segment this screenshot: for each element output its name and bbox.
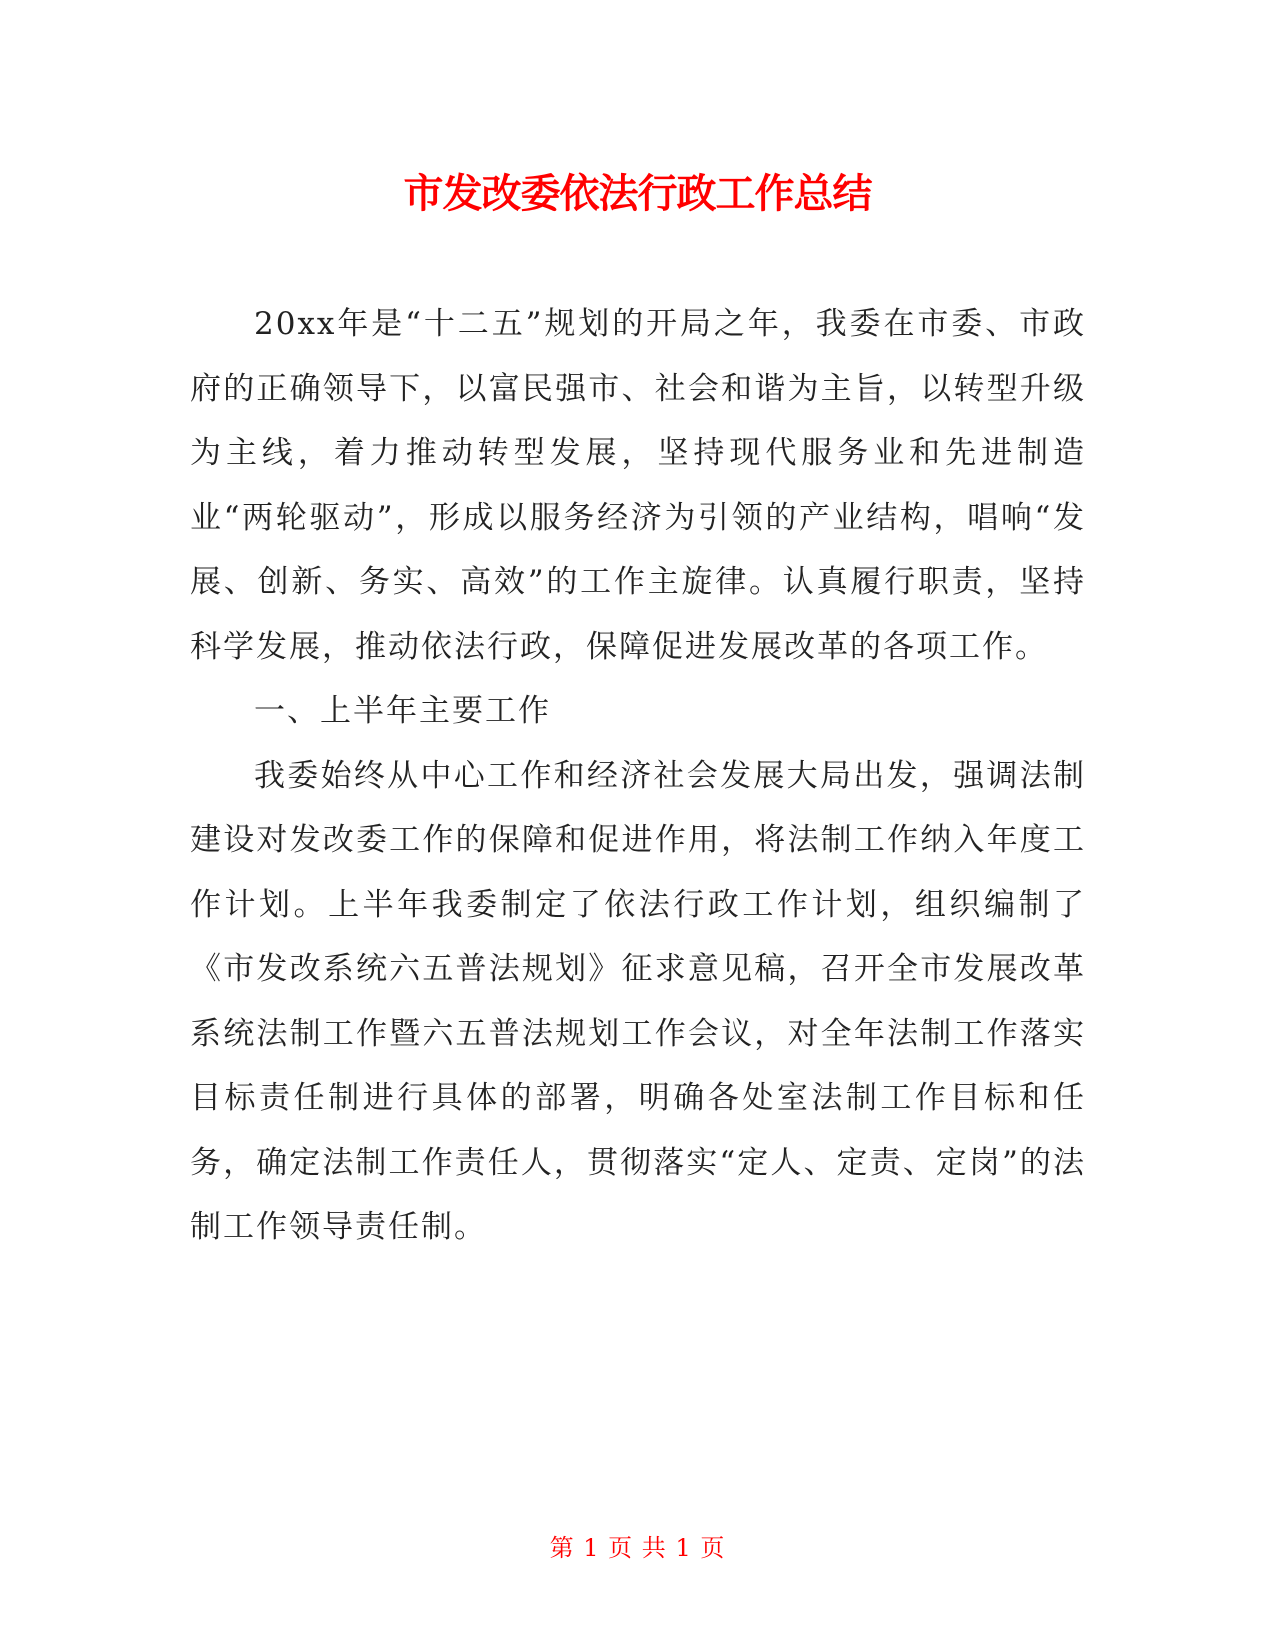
paragraph-intro: 20xx年是“十二五”规划的开局之年，我委在市委、市政府的正确领导下，以富民强市、社会和谐为主旨，以转型升级为主线，着力推动转型发展，坚持现代服务业和先进制造业“两轮驱动”，形成以服务经济为引领的产业结构，唱响“发展、创新、务实、高效”的工作主旋律。认真履行职责，坚持科学发展，推动依法行政，保障促进发展改革的各项工作。 — [190, 306, 1086, 665]
page-number-label: 第 1 页 共 1 页 — [549, 1534, 726, 1562]
paragraph-main-work: 我委始终从中心工作和经济社会发展大局出发，强调法制建设对发改委工作的保障和促进作用，将法制工作纳入年度工作计划。上半年我委制定了依法行政工作计划，组织编制了《市发改系统六五普法规划》征求意见稿，召开全市发展改革系统法制工作暨六五普法规划工作会议，对全年法制工作落实目标责任制进行具体的部署，明确各处室法制工作目标和任务，确定法制工作责任人，贯彻落实“定人、定责、定岗”的法制工作领导责任制。 — [190, 757, 1086, 1245]
section-heading: 一、上半年主要工作 — [254, 693, 551, 729]
document-body — [190, 292, 1086, 1260]
document-title: 市发改委依法行政工作总结 — [403, 171, 872, 217]
page-footer — [0, 1532, 1275, 1564]
